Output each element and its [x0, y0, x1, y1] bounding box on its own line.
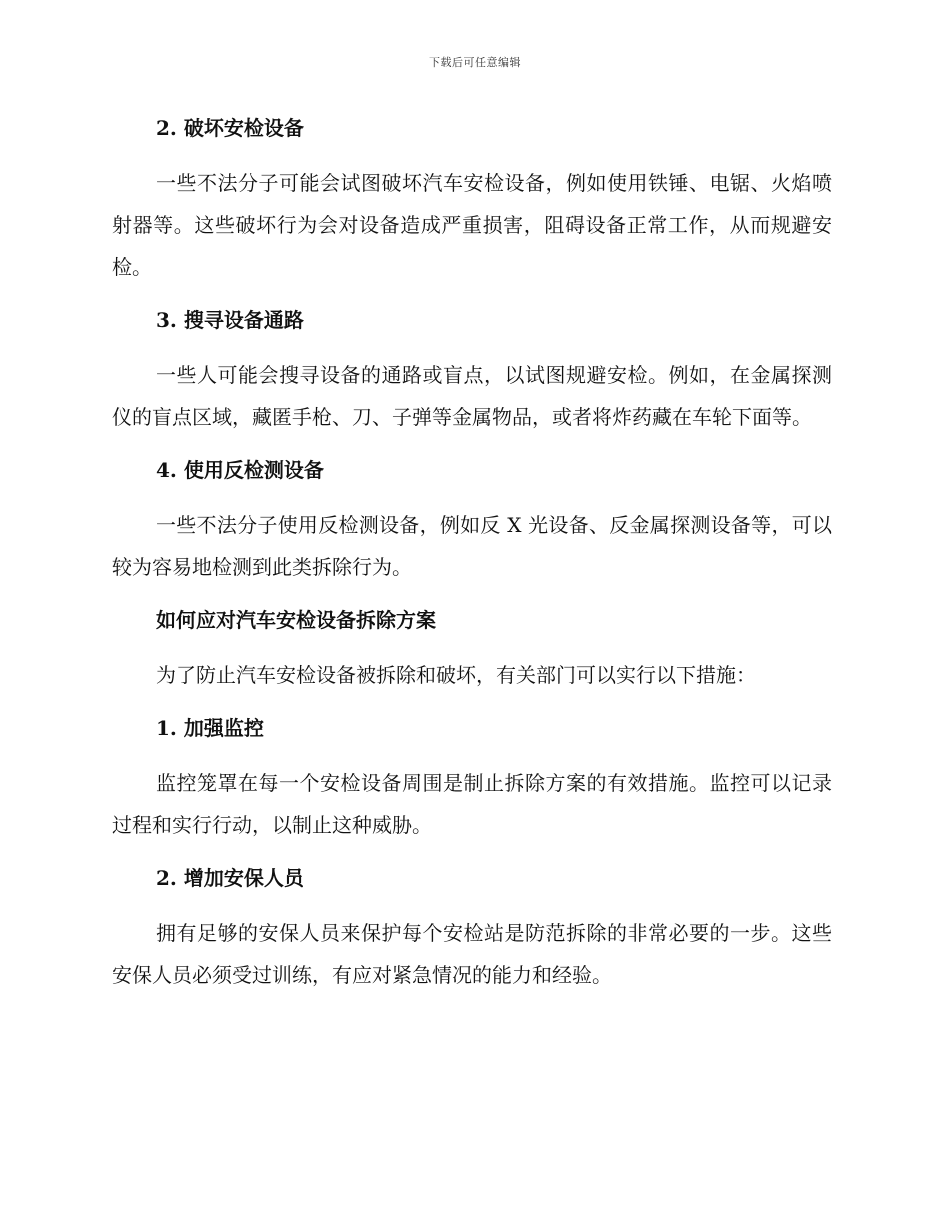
section-heading-monitoring: 1. 加强监控 [156, 716, 264, 740]
paragraph-search-path: 一些人可能会搜寻设备的通路或盲点，以试图规避安检。例如，在金属探测仪的盲点区域，藏匿手枪、刀、子弹等金属物品，或者将炸药藏在车轮下面等。 [112, 363, 832, 429]
document-body [112, 108, 832, 996]
section-heading-countermeasures: 如何应对汽车安检设备拆除方案 [156, 608, 436, 632]
page-header: 下载后可任意编辑 [429, 56, 521, 69]
section-heading-anti-detection: 4. 使用反检测设备 [156, 458, 324, 482]
paragraph-monitoring: 监控笼罩在每一个安检设备周围是制止拆除方案的有效措施。监控可以记录过程和实行行动，以制止这种威胁。 [112, 771, 832, 837]
paragraph-anti-detection: 一些不法分子使用反检测设备，例如反 X 光设备、反金属探测设备等，可以较为容易地检测到此类拆除行为。 [112, 513, 832, 579]
section-heading-search-path: 3. 搜寻设备通路 [156, 308, 304, 332]
section-heading-damage-equipment: 2. 破坏安检设备 [156, 116, 304, 140]
section-heading-security-staff: 2. 增加安保人员 [156, 866, 304, 890]
paragraph-security-staff: 拥有足够的安保人员来保护每个安检站是防范拆除的非常必要的一步。这些安保人员必须受过训练，有应对紧急情况的能力和经验。 [112, 921, 832, 987]
paragraph-countermeasures-intro: 为了防止汽车安检设备被拆除和破坏，有关部门可以实行以下措施： [156, 663, 756, 687]
paragraph-damage-equipment: 一些不法分子可能会试图破坏汽车安检设备，例如使用铁锤、电锯、火焰喷射器等。这些破坏行为会对设备造成严重损害，阻碍设备正常工作，从而规避安检。 [112, 171, 832, 279]
